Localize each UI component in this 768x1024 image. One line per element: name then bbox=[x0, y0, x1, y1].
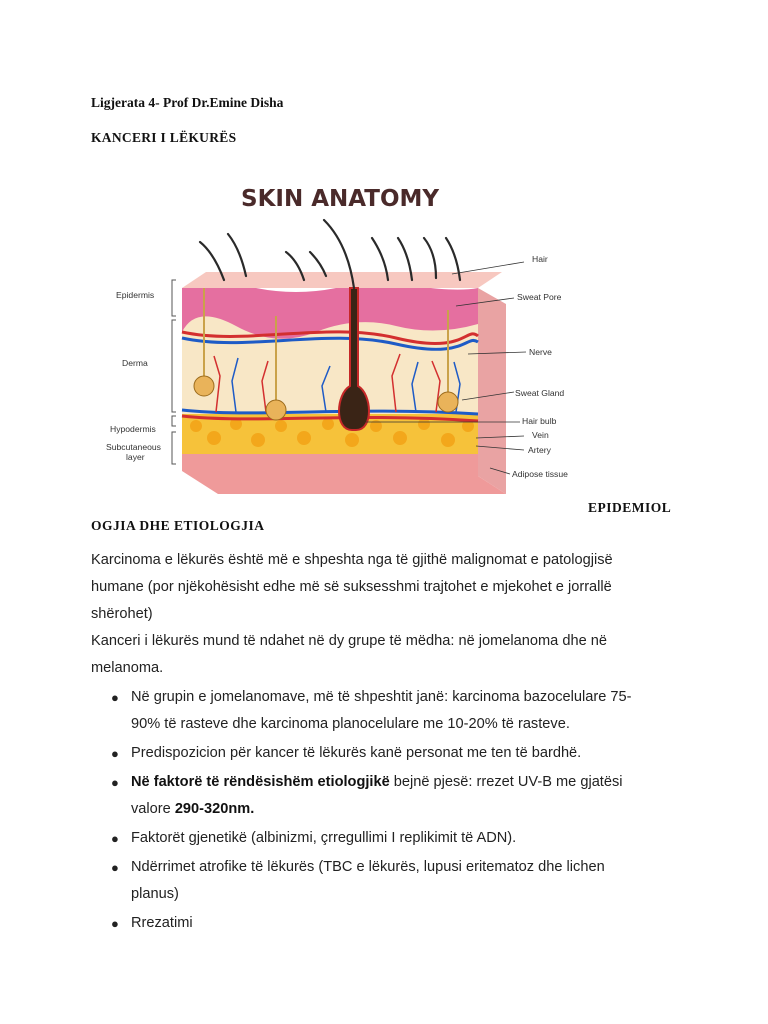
paragraph-1: Karcinoma e lëkurës është më e shpeshta nga të gjithë malignomat e patologjisë humane (por njëkohësisht edhe më së suksesshmi trajtohet e mjekohet e jorrallë shërohet) bbox=[91, 552, 613, 622]
label-epidermis: Epidermis bbox=[116, 290, 155, 300]
bullet-icon: ● bbox=[111, 916, 119, 931]
list-item: ● Rrezatimi bbox=[91, 910, 711, 937]
paragraph-2: Kanceri i lëkurës mund të ndahet në dy grupe të mëdha: në jomelanoma dhe në melanoma. bbox=[91, 633, 607, 676]
body-text bbox=[91, 547, 711, 937]
label-derma: Derma bbox=[122, 358, 148, 368]
bullet-icon: ● bbox=[111, 775, 119, 790]
label-layer: layer bbox=[126, 452, 145, 462]
layer-brackets bbox=[172, 280, 176, 464]
skin-surface bbox=[182, 272, 502, 288]
skin-anatomy-figure bbox=[96, 176, 596, 498]
figure-title: SKIN ANATOMY bbox=[241, 186, 440, 212]
section-heading-part2: OGJIA DHE ETIOLOGJIA bbox=[91, 518, 265, 533]
section-heading-part1: EPIDEMIOL bbox=[588, 500, 672, 515]
label-subcutaneous: Subcutaneous bbox=[106, 442, 161, 452]
label-hypodermis: Hypodermis bbox=[110, 424, 156, 434]
label-nerve: Nerve bbox=[529, 347, 552, 357]
list-item: ● Predispozicion për kancer të lëkurës kanë personat me ten të bardhë. bbox=[91, 740, 711, 767]
subcutaneous-band bbox=[182, 451, 506, 494]
skin-block-side bbox=[478, 288, 506, 494]
label-artery: Artery bbox=[528, 445, 551, 455]
label-sweat-pore: Sweat Pore bbox=[517, 292, 562, 302]
list-item: ● Në faktorë të rëndësishëm etiologjikë bejnë pjesë: rrezet UV-B me gjatësi valore 290-320nm. bbox=[91, 769, 711, 823]
bullet-icon: ● bbox=[111, 746, 119, 761]
list-item: ● Ndërrimet atrofike të lëkurës (TBC e lëkurës, lupusi eritematoz dhe lichen planus) bbox=[91, 854, 711, 908]
document-title: KANCERI I LËKURËS bbox=[91, 130, 237, 145]
label-sweat-gland: Sweat Gland bbox=[515, 388, 565, 398]
list-item: ● Faktorët gjenetikë (albinizmi, çrregullimi I replikimit të ADN). bbox=[91, 825, 711, 852]
lecture-header: Ligjerata 4- Prof Dr.Emine Disha bbox=[91, 95, 284, 110]
label-vein: Vein bbox=[532, 430, 549, 440]
list-item: ● Në grupin e jomelanomave, më të shpeshtit janë: karcinoma bazocelulare 75- 90% të rasteve dhe karcinoma planocelulare me 10-20% të rasteve. bbox=[91, 684, 711, 738]
label-adipose: Adipose tissue bbox=[512, 469, 568, 479]
bullet-icon: ● bbox=[111, 831, 119, 846]
bullet-icon: ● bbox=[111, 690, 119, 705]
label-hair: Hair bbox=[532, 254, 548, 264]
bullet-list bbox=[91, 684, 711, 937]
label-hair-bulb: Hair bulb bbox=[522, 416, 557, 426]
bullet-icon: ● bbox=[111, 860, 119, 875]
